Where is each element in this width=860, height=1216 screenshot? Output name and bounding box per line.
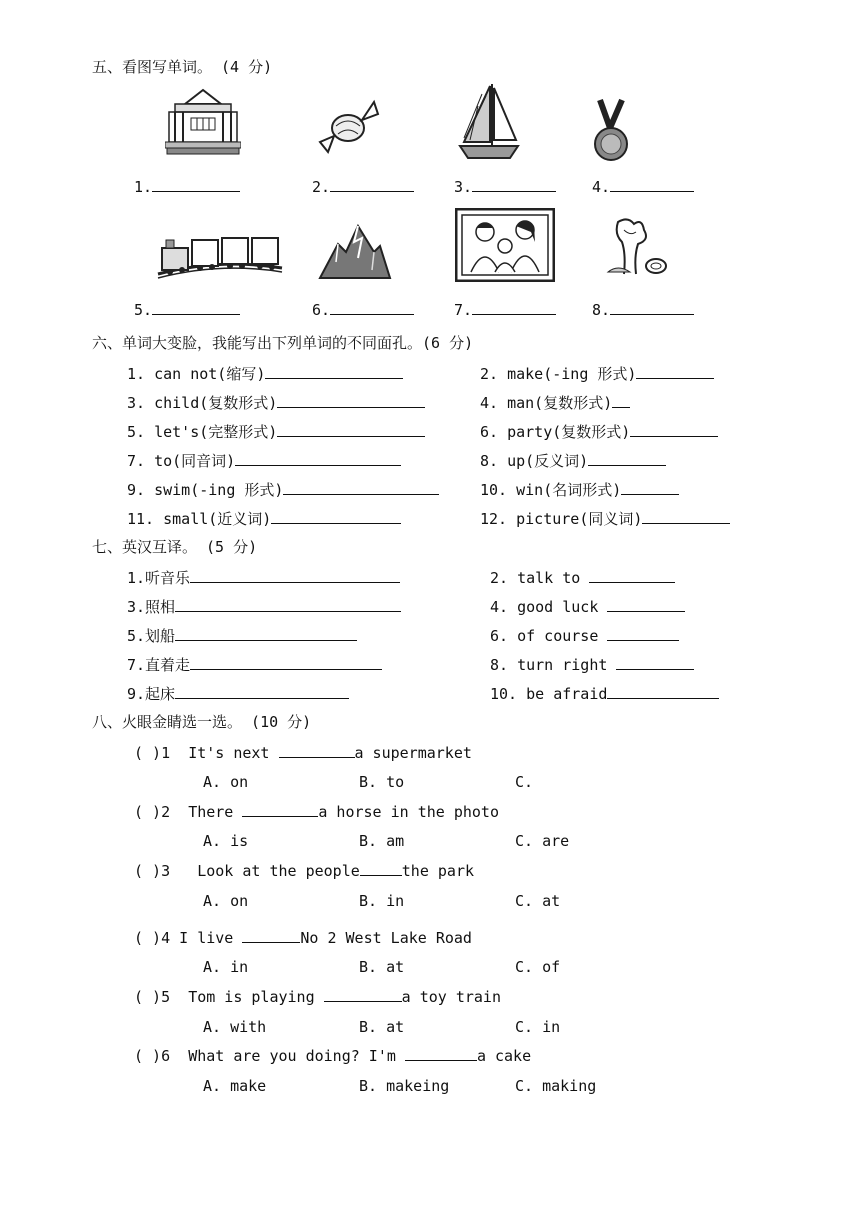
candy-icon	[318, 96, 380, 154]
word-item: 4. man(复数形式)	[480, 393, 630, 412]
translate-item: 7.直着走	[127, 655, 382, 674]
word-item: 5. let's(完整形式)	[127, 422, 425, 441]
answer-blank[interactable]	[175, 684, 349, 699]
option-c[interactable]: C. at	[515, 892, 561, 910]
option-a[interactable]: A. on	[203, 773, 249, 791]
translate-item: 10. be afraid	[490, 684, 719, 703]
option-b[interactable]: B. in	[359, 892, 405, 910]
translate-item: 2. talk to	[490, 568, 675, 587]
answer-blank[interactable]	[271, 509, 401, 524]
answer-blank[interactable]	[330, 300, 414, 315]
family-photo-icon	[455, 208, 555, 282]
question-row: ( )5 Tom is playing a toy train	[134, 988, 501, 1006]
answer-blank[interactable]	[621, 480, 679, 495]
item-number: 7.	[454, 301, 473, 319]
word-item: 11. small(近义词)	[127, 509, 401, 528]
translate-item: 4. good luck	[490, 597, 685, 616]
question-row: ( )3 Look at the people the park	[134, 862, 475, 880]
answer-blank[interactable]	[472, 300, 556, 315]
word-item: 9. swim(-ing 形式)	[127, 480, 439, 499]
answer-blank[interactable]	[283, 480, 439, 495]
answer-paren[interactable]: ( )	[134, 744, 162, 762]
answer-blank[interactable]	[190, 568, 400, 583]
building-icon	[165, 86, 241, 156]
answer-paren[interactable]: ( )	[134, 862, 162, 880]
question-row: ( )1 It's next a supermarket	[134, 744, 472, 762]
translate-item: 5.划船	[127, 626, 357, 645]
translate-item: 3.照相	[127, 597, 401, 616]
answer-blank[interactable]	[279, 743, 355, 758]
answer-blank[interactable]	[265, 364, 403, 379]
answer-blank[interactable]	[607, 684, 719, 699]
answer-blank[interactable]	[610, 300, 694, 315]
word-item: 3. child(复数形式)	[127, 393, 425, 412]
answer-blank[interactable]	[152, 177, 240, 192]
item-number: 6.	[312, 301, 331, 319]
item-number: 3.	[454, 178, 473, 196]
plant-icon	[604, 214, 670, 280]
answer-blank[interactable]	[589, 568, 675, 583]
answer-blank[interactable]	[324, 987, 402, 1002]
translate-item: 6. of course	[490, 626, 679, 645]
option-b[interactable]: B. to	[359, 773, 405, 791]
answer-blank[interactable]	[235, 451, 401, 466]
item-number: 8.	[592, 301, 611, 319]
answer-blank[interactable]	[277, 422, 425, 437]
item-number: 5.	[134, 301, 153, 319]
answer-paren[interactable]: ( )	[134, 988, 162, 1006]
option-c[interactable]: C. are	[515, 832, 570, 850]
option-b[interactable]: B. makeing	[359, 1077, 450, 1095]
answer-blank[interactable]	[472, 177, 556, 192]
train-icon	[156, 228, 284, 280]
word-item: 12. picture(同义词)	[480, 509, 730, 528]
option-a[interactable]: A. with	[203, 1018, 267, 1036]
answer-blank[interactable]	[277, 393, 425, 408]
option-c[interactable]: C. of	[515, 958, 561, 976]
option-a[interactable]: A. in	[203, 958, 249, 976]
question-row: ( )6 What are you doing? I'm a cake	[134, 1047, 532, 1065]
answer-blank[interactable]	[610, 177, 694, 192]
sailboat-icon	[458, 82, 520, 162]
answer-blank[interactable]	[612, 393, 630, 408]
section6-heading: 六、单词大变脸，我能写出下列单词的不同面孔。(6 分)	[92, 334, 474, 352]
section8-heading: 八、火眼金睛选一选。 (10 分)	[92, 713, 312, 731]
answer-blank[interactable]	[175, 626, 357, 641]
answer-blank[interactable]	[607, 597, 685, 612]
item-number: 1.	[134, 178, 153, 196]
medal-icon	[590, 98, 632, 164]
question-row: ( )4 I live No 2 West Lake Road	[134, 929, 472, 947]
word-item: 2. make(-ing 形式)	[480, 364, 714, 383]
option-a[interactable]: A. is	[203, 832, 249, 850]
option-c[interactable]: C. in	[515, 1018, 561, 1036]
answer-blank[interactable]	[190, 655, 382, 670]
option-b[interactable]: B. at	[359, 958, 405, 976]
answer-blank[interactable]	[242, 802, 318, 817]
question-row: ( )2 There a horse in the photo	[134, 803, 499, 821]
translate-item: 8. turn right	[490, 655, 694, 674]
answer-paren[interactable]: ( )	[134, 929, 162, 947]
option-b[interactable]: B. at	[359, 1018, 405, 1036]
word-item: 6. party(复数形式)	[480, 422, 718, 441]
item-number: 2.	[312, 178, 331, 196]
option-a[interactable]: A. make	[203, 1077, 267, 1095]
section5-heading: 五、看图写单词。 (4 分)	[92, 58, 273, 76]
word-item: 10. win(名词形式)	[480, 480, 679, 499]
answer-paren[interactable]: ( )	[134, 1047, 162, 1065]
section7-heading: 七、英汉互译。 (5 分)	[92, 538, 258, 556]
option-c[interactable]: C.	[515, 773, 534, 791]
answer-blank[interactable]	[405, 1046, 477, 1061]
option-b[interactable]: B. am	[359, 832, 405, 850]
answer-blank[interactable]	[616, 655, 694, 670]
answer-blank[interactable]	[630, 422, 718, 437]
answer-blank[interactable]	[607, 626, 679, 641]
translate-item: 1.听音乐	[127, 568, 400, 587]
option-c[interactable]: C. making	[515, 1077, 597, 1095]
translate-item: 9.起床	[127, 684, 349, 703]
answer-blank[interactable]	[152, 300, 240, 315]
answer-paren[interactable]: ( )	[134, 803, 162, 821]
answer-blank[interactable]	[588, 451, 666, 466]
answer-blank[interactable]	[360, 861, 402, 876]
answer-blank[interactable]	[330, 177, 414, 192]
option-a[interactable]: A. on	[203, 892, 249, 910]
answer-blank[interactable]	[242, 928, 300, 943]
word-item: 7. to(同音词)	[127, 451, 401, 470]
answer-blank[interactable]	[175, 597, 401, 612]
answer-blank[interactable]	[642, 509, 730, 524]
word-item: 8. up(反义词)	[480, 451, 666, 470]
mountain-icon	[318, 222, 392, 280]
item-number: 4.	[592, 178, 611, 196]
answer-blank[interactable]	[636, 364, 714, 379]
word-item: 1. can not(缩写)	[127, 364, 403, 383]
